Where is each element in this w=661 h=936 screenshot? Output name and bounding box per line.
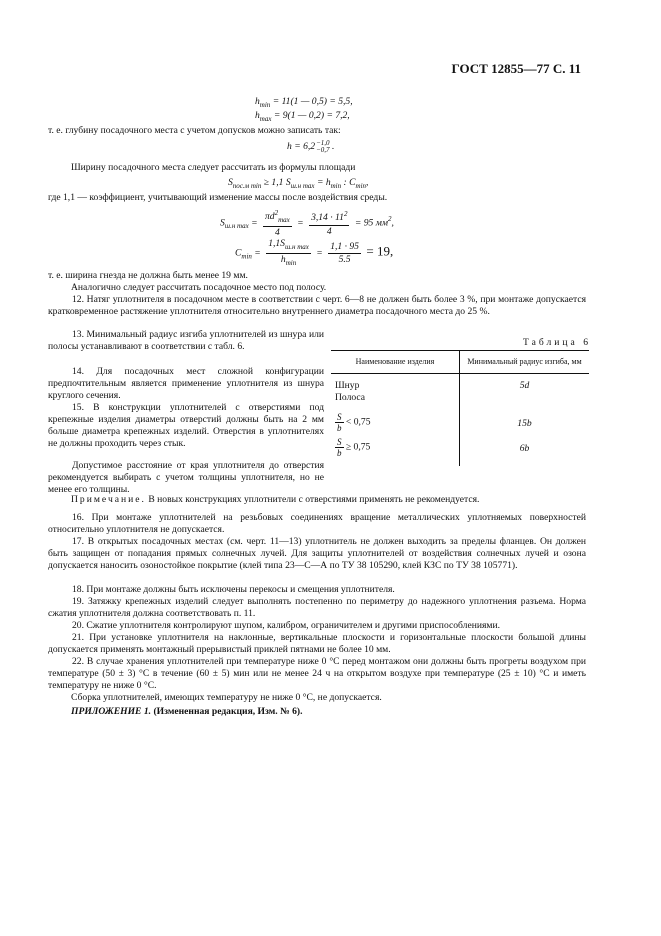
para-18: 18. При монтаже должны быть исключены перекосы и смещения уплотнителя. [72,584,395,595]
para-22b: Сборка уплотнителей, имеющих температуру не ниже 0 °С, не допускается. [71,692,382,703]
coef-note: где 1,1 — коэффициент, учитывающий изменение массы после воздействия среды. [48,192,388,203]
para-13: 13. Минимальный радиус изгиба уплотнителей из шнура или полосы устанавливают в соответствии с табл. 6. [48,329,324,352]
para-14: 14. Для посадочных мест сложной конфигурации предпочтительным является применение уплотнителя из шнура круглого сечения. [48,366,324,401]
para-strip: Аналогично следует рассчитать посадочное место под полосу. [71,282,327,293]
para-20: 20. Сжатие уплотнителя контролируют шупом, калибром, ограничителем и другими приспособлениями. [72,620,501,631]
note: Примечание. В новых конструкциях уплотнители с отверстиями применять не рекомендуется. [71,494,480,505]
table-6 [331,350,589,466]
table-6-title: Таблица 6 [522,337,591,348]
formula-s: $S_{ш.н max}$ = $\frac{\pi d^2_{max}}{4}$ = $\frac{3,14 \cdot 11^2}{4}$ = 95 $мм^2$, [220,209,394,239]
para-22: 22. В случае хранения уплотнителей при температуре ниже 0 °С перед монтажом они должны быть прогреты воздухом при температуре (50 ± 3) °С в течение (60 ± 5) мин или не менее 24 ч на открытом воздухе при температуре (25 ± 10) °С и иметь температуру не ниже 0 °С. [48,656,586,691]
formula-c: $C_{min}$ = $\frac{1,1S_{ш.н max}}{h_{min}}$ = $\frac{1,1 \cdot 95}{5.5}$ = 19, [235,238,394,267]
width-intro: Ширину посадочного места следует рассчитать из формулы площади [71,162,356,173]
table-row: Шнур Полоса 5d [331,374,589,407]
para-19: 19. Затяжку крепежных изделий следует выполнять постепенно по периметру до надежного уплотнения разъема. Норма сжатия уплотнителя должна соответствовать п. 11. [48,596,586,619]
para-17: 17. В открытых посадочных местах (см. черт. 11—13) уплотнитель не должен выходить за пределы фланцев. Он должен быть защищен от попадания прямых солнечных лучей. Для защиты уплотнителей от воздействия солнечных лучей и озона допускается наносить озоностойкое покрытие (клей типа 23—С—А по ТУ 38 105290, клей КЗС по ТУ 38 105771). [48,536,586,571]
table-6-col1: Наименование изделия [331,351,460,374]
formula-area: $S_{пос.м min} \ge 1,1$ $S_{ш.н max} = h_{min}$ : $C_{min}$, [228,177,369,190]
appendix-note: ПРИЛОЖЕНИЕ 1. (Измененная редакция, Изм. № 6). [71,706,303,717]
para-12: 12. Натяг уплотнителя в посадочном месте в соответствии с черт. 6—8 не должен быть более 3 %, при монтаже допускается кратковременное растяжение уплотнителя относительно внутреннего диаметра посадочного места до 25 %. [48,294,586,317]
table-row: $\frac{S}{b}$ < 0,75 15b [331,406,589,435]
formula-hmax: $h_{max} = 9(1$ — 0,2) = 7,2, [255,110,350,123]
depth-intro: т. е. глубину посадочного места с учетом допусков можно записать так: [48,125,341,136]
page-header: ГОСТ 12855—77 С. 11 [451,61,581,76]
para-21: 21. При установке уплотнителя на наклонные, вертикальные плоскости и горизонтальные плоскости большой длины допускается применять монтажный прерывистый приклей пятнами не более 10 мм. [48,632,586,655]
para-16: 16. При монтаже уплотнителей на резьбовых соединениях вращение металлических уплотняемых поверхностей относительно уплотнителя не допускается. [48,512,586,535]
formula-hmin: $h_{min} = 11(1$ — 0,5) = 5,5, [255,96,353,109]
table-6-col2: Минимальный радиус изгиба, мм [460,351,590,374]
formula-depth: h = 6,2 −1,0 −0,7 . [287,139,335,154]
para-15: 15. В конструкции уплотнителей с отверстиями под крепежные изделия диаметры отверстий должны быть на 2 мм больше диаметра крепежных изделий. Отверстия в уплотнителях не должны проходить через стык. [48,402,324,449]
table-row: $\frac{S}{b}$ ≥ 0,75 6b [331,435,589,466]
para-15b: Допустимое расстояние от края уплотнителя до отверстия рекомендуется выбирать с учетом толщины уплотнителя, но не менее его толщины. [48,460,324,495]
para-width: т. е. ширина гнезда не должна быть менее 19 мм. [48,270,248,281]
